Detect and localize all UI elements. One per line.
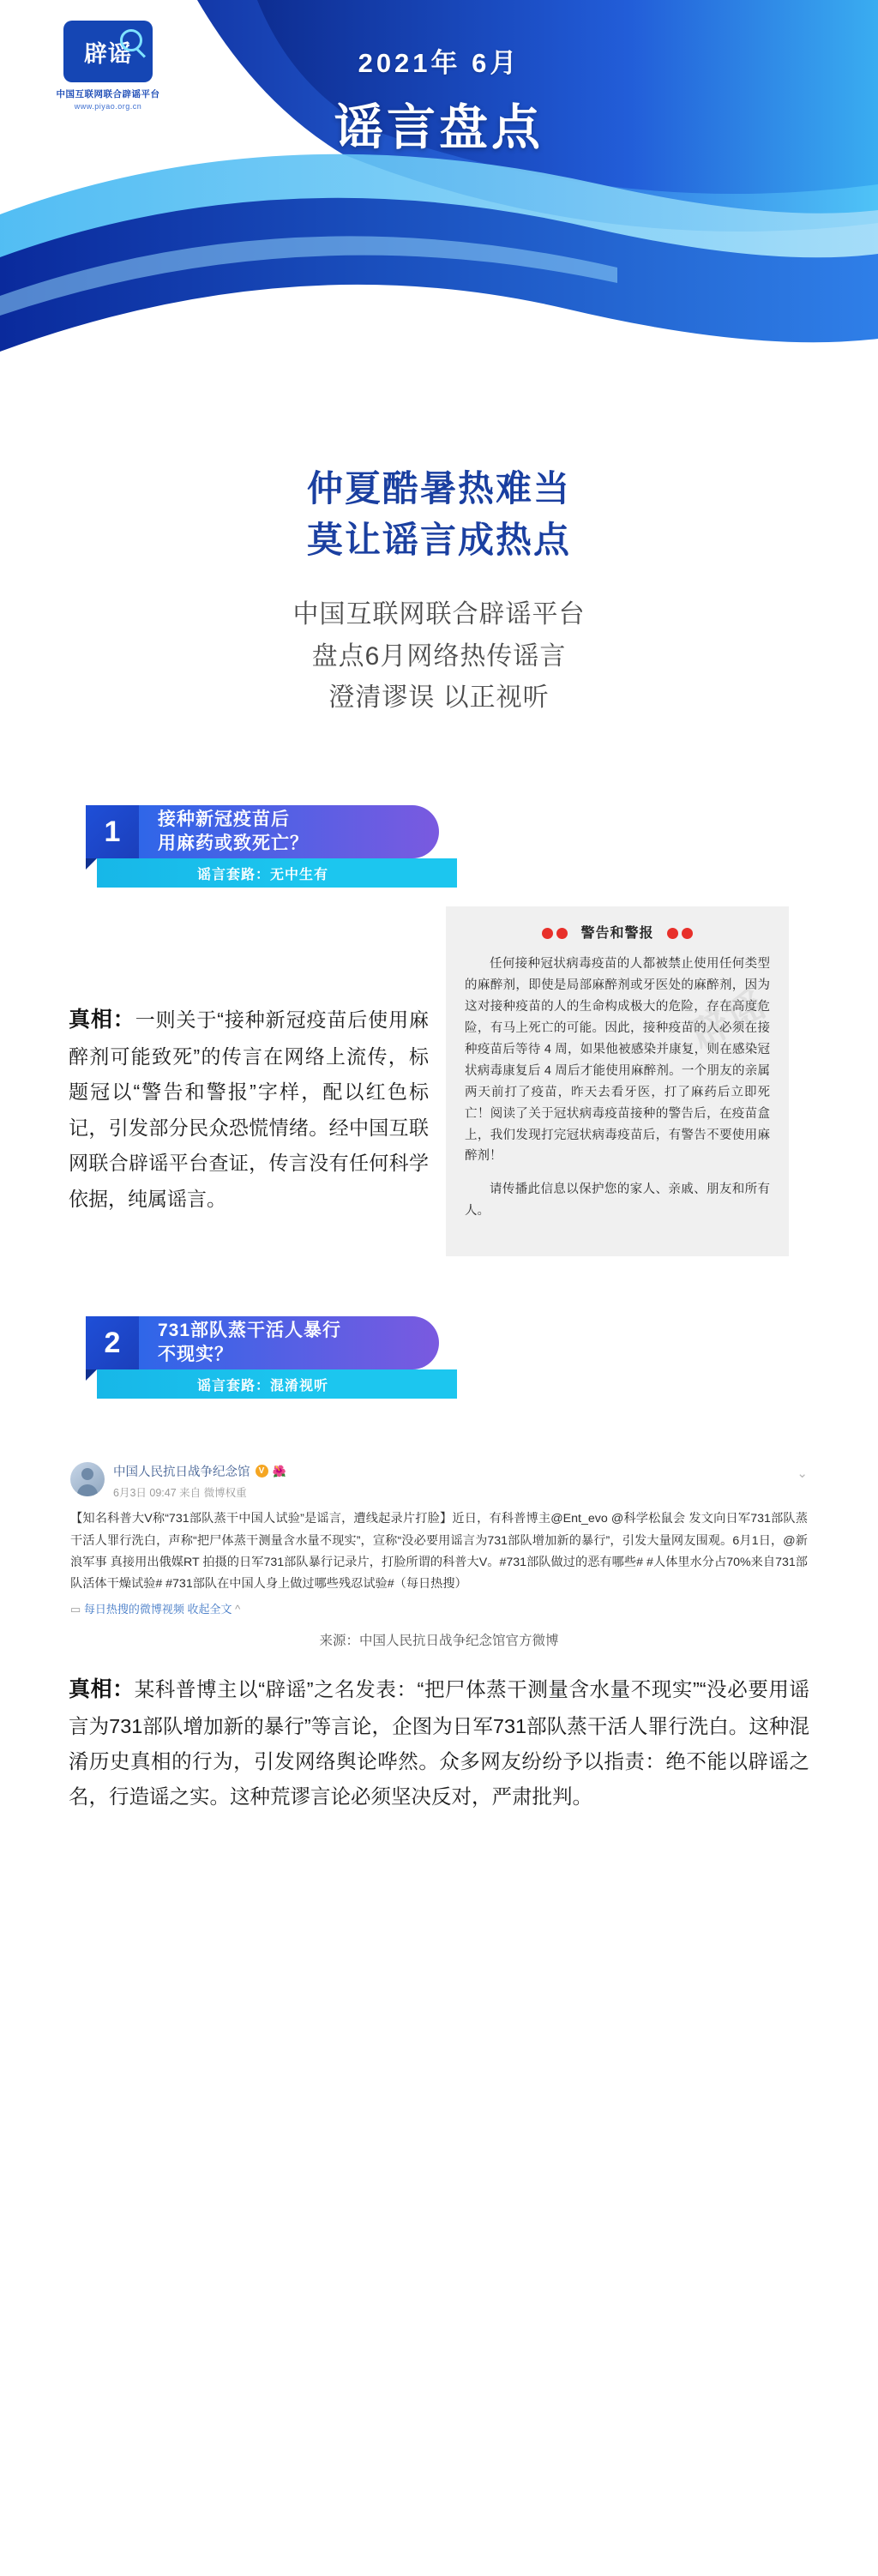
logo-org-name: 中国互联网联合辟谣平台 [56, 89, 160, 99]
section-2-title-line-2: 不现实？ [158, 1345, 233, 1365]
section-1-routine: 谣言套路：无中生有 [97, 858, 457, 888]
red-dot-icon [542, 928, 553, 939]
red-dot-icon [556, 928, 568, 939]
section-2-number: 2 [86, 1316, 139, 1369]
header-year: 2021年 6月 [358, 48, 520, 78]
weibo-timestamp: 6月3日 09:47 来自 微博权重 [113, 1487, 247, 1500]
section-1-card-paragraph: 请传播此信息以保护您的家人、亲戚、朋友和所有人。 [465, 1183, 770, 1219]
red-dot-icon [682, 928, 693, 939]
video-icon: ▭ [70, 1603, 84, 1616]
section-1-card-warning-text: 警告和警报 [580, 926, 654, 942]
intro-subtitle [0, 594, 878, 719]
section-1-title [139, 805, 439, 858]
weibo-account-row [113, 1462, 797, 1480]
section-1 [0, 745, 878, 1256]
verified-badge-icon: V [256, 1465, 268, 1478]
logo-url: www.piyao.org.cn [74, 102, 142, 111]
section-2-routine: 谣言套路：混淆视听 [97, 1369, 457, 1399]
section-1-number: 1 [86, 805, 139, 858]
section-2 [0, 1256, 878, 1866]
section-1-truth-text: 一则关于“接种新冠疫苗后使用麻醉剂可能致死”的传言在网络上流传，标题冠以“警告和警报”字样，配以红色标记，引发部分民众恐慌情绪。经中国互联网联合辟谣平台查证，传言没有任何科学依据，纯属谣言。 [69, 1008, 429, 1210]
section-1-card-paragraph: 任何接种冠状病毒疫苗的人都被禁止使用任何类型的麻醉剂，即使是局部麻醉剂或牙医处的麻醉剂，因为这对接种疫苗的人的生命构成极大的危险，存在高度危险，有马上死亡的可能。因此，接种疫苗的人必须在接种疫苗后等待 4 周，如果他被感染并康复，则在感染冠状病毒康复后 4 周后才能使用麻醉剂。一个朋友的亲属两天前打了疫苗，昨天去看牙医，打了麻药后立即死亡！阅读了关于冠状病毒疫苗接种的警告后，在疫苗盒上，我们发现打完冠状病毒疫苗后，有警告不要使用麻醉剂！ [465, 957, 770, 1164]
weibo-body-text: 【知名科普大V称“731部队蒸干中国人试验”是谣言，遭线起录片打脸】近日，有科普博主@Ent_evo @科学松鼠会 发文向日军731部队蒸干活人罪行洗白，声称“把尸体蒸干测量含水量不现实”，宣称“没必要用谣言为731部队增加新的暴行”，引发大量网友围观。6月1日，@新浪军事 真接用出俄媒RT 拍摄的日军731部队暴行记录片，打脸所谓的科普大V。#731部队做过的恶有哪些# #人体里水分占70%来自731部队活体干燥试验# #731部队在中国人身上做过哪些残忍试验#（每日热搜） [70, 1512, 808, 1592]
page-header [0, 0, 878, 429]
intro-sub-line-3: 澄清谬误 以正视听 [328, 683, 550, 713]
section-1-title-line-2: 用麻药或致死亡？ [158, 834, 309, 854]
section-1-truth-column [60, 906, 429, 1217]
weibo-footer-text [70, 1600, 808, 1616]
header-title-block [0, 41, 878, 159]
collapse-icon[interactable]: ^ [235, 1603, 241, 1616]
weibo-post-card [67, 1457, 811, 1618]
section-2-banner [86, 1316, 878, 1402]
section-1-truth-label: 真相： [69, 1008, 135, 1032]
section-2-truth-label: 真相： [69, 1677, 135, 1702]
intro-sub-line-1: 中国互联网联合辟谣平台 [292, 600, 586, 629]
weibo-source-line: 来源：中国人民抗日战争纪念馆官方微博 [319, 1634, 559, 1649]
chevron-down-icon[interactable]: ⌄ [797, 1466, 808, 1482]
section-1-content [0, 906, 878, 1256]
header-main-title: 谣言盘点 [334, 100, 544, 155]
weibo-account-name[interactable]: 中国人民抗日战争纪念馆 [113, 1466, 250, 1480]
headline-line-2: 莫让谣言成热点 [306, 519, 571, 560]
section-1-banner [86, 805, 878, 891]
logo-badge-text: 辟谣 [84, 40, 132, 67]
intro-block [0, 429, 878, 745]
section-1-rumor-card [446, 906, 789, 1256]
weibo-footer-link[interactable]: 每日热搜的微博视频 收起全文 [83, 1603, 232, 1616]
section-1-card-warning [465, 922, 770, 942]
section-2-title [139, 1316, 439, 1369]
section-2-truth-text: 某科普博主以“辟谣”之名发表：“把尸体蒸干测量含水量不现实”“没必要用谣言为731部队增加新的暴行”等言论，企图为日军731部队蒸干活人罪行洗白。这种混淆历史真相的行为，引发网络舆论哗然。众多网友纷纷予以指责：绝不能以辟谣之名，行造谣之实。这种荒谬言论必须坚决反对，严肃批判。 [69, 1678, 809, 1809]
section-2-truth [69, 1671, 809, 1815]
section-1-title-line-1: 接种新冠疫苗后 [158, 809, 290, 829]
weibo-header [70, 1462, 808, 1500]
red-dot-icon [667, 928, 678, 939]
page-title [0, 463, 878, 565]
flower-icon: 🌺 [272, 1464, 286, 1478]
weibo-meta [113, 1462, 797, 1500]
intro-sub-line-2: 盘点6月网络热传谣言 [311, 641, 567, 671]
headline-line-1: 仲夏酷暑热难当 [306, 468, 571, 509]
section-1-truth [69, 1001, 429, 1217]
watermark: 辟谣 [683, 982, 774, 1057]
avatar[interactable] [70, 1462, 105, 1496]
section-2-title-line-1: 731部队蒸干活人暴行 [158, 1320, 342, 1340]
